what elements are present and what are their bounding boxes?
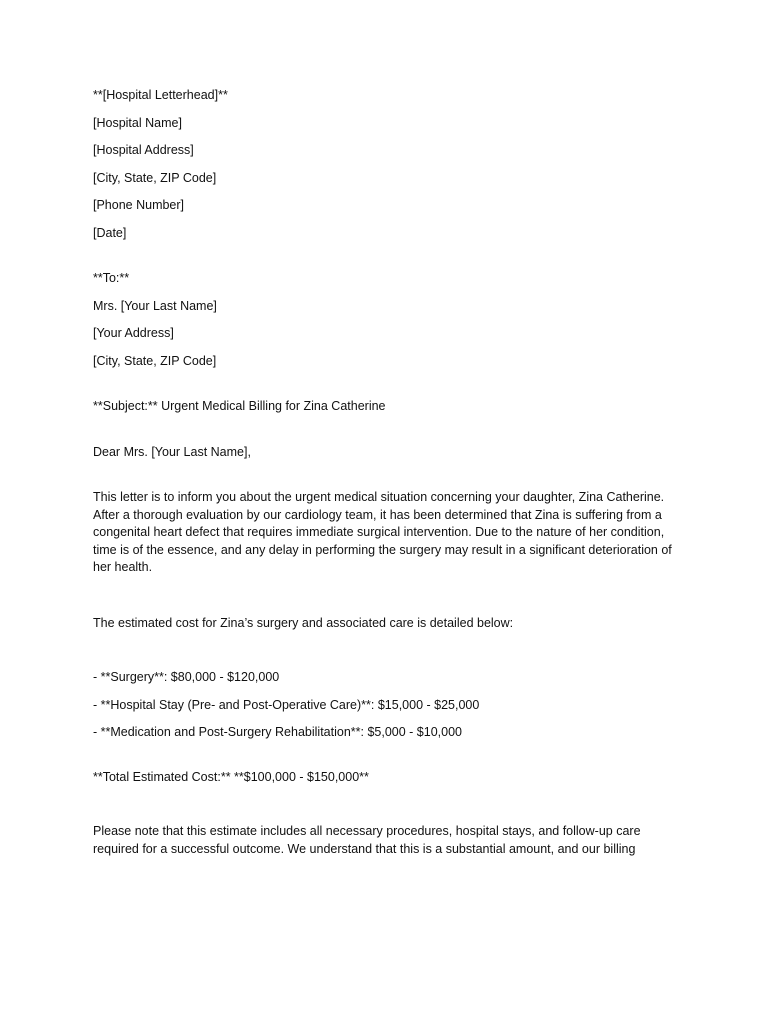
total-estimated-cost: **Total Estimated Cost:** **$100,000 - $150,000** — [93, 769, 369, 784]
subject-text: Urgent Medical Billing for Zina Catherine — [157, 399, 386, 413]
salutation: Dear Mrs. [Your Last Name], — [93, 444, 251, 459]
cost-item-surgery: - **Surgery**: $80,000 - $120,000 — [93, 670, 280, 684]
body-paragraph-2: Please note that this estimate includes all necessary procedures, hospital stays, and follow-up care required for a successful outcome. We understand that this is a substantial amount, and our billing — [93, 824, 641, 856]
cost-item-hospital-stay: - **Hospital Stay (Pre- and Post-Operative Care)**: $15,000 - $25,000 — [93, 697, 480, 712]
to-label: **To:** — [93, 271, 130, 285]
recipient-address: [Your Address] — [93, 326, 174, 340]
subject-line — [93, 398, 678, 416]
hospital-phone: [Phone Number] — [93, 198, 185, 212]
hospital-city-state-zip: [City, State, ZIP Code] — [93, 170, 217, 185]
cost-intro: The estimated cost for Zina’s surgery and associated care is detailed below: — [93, 615, 514, 630]
recipient-city-state-zip: [City, State, ZIP Code] — [93, 353, 217, 368]
letter-date: [Date] — [93, 225, 127, 240]
cost-item-medication: - **Medication and Post-Surgery Rehabilitation**: $5,000 - $10,000 — [93, 725, 462, 739]
recipient-name: Mrs. [Your Last Name] — [93, 298, 217, 313]
letter-content — [93, 87, 678, 858]
subject-label: **Subject:** — [93, 399, 158, 413]
hospital-name: [Hospital Name] — [93, 115, 182, 130]
body-paragraph-1: This letter is to inform you about the urgent medical situation concerning your daughter, Zina Catherine. After a thorough evaluation by our cardiology team, it has been determined that Zina is suffering from a congenital heart defect that requires immediate surgical intervention. Due to the nature of her condition, time is of the essence, and any delay in performing the surgery may result in a significant deterioration of her health. — [93, 490, 672, 574]
hospital-address: [Hospital Address] — [93, 143, 194, 157]
letterhead-title: **[Hospital Letterhead]** — [93, 88, 228, 102]
